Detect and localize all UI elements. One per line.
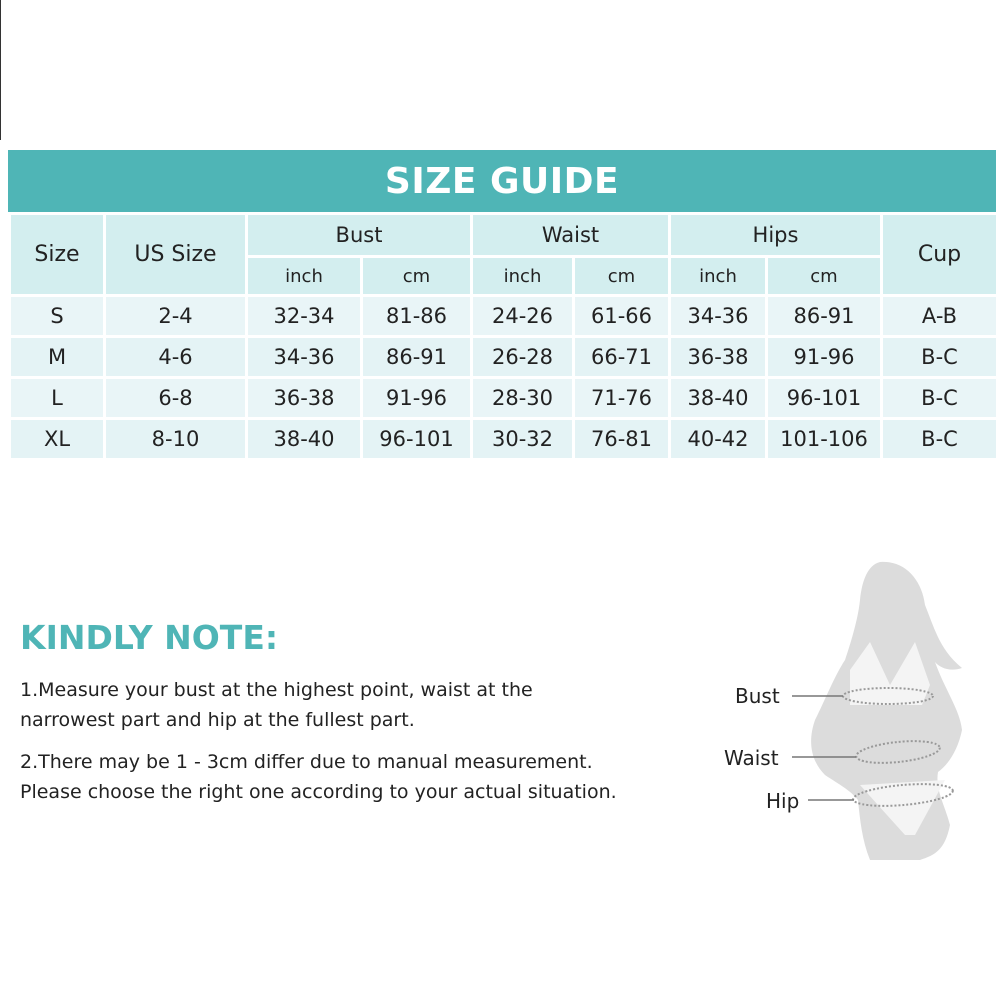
table-cell: 61-66 bbox=[574, 296, 670, 337]
table-cell: S bbox=[10, 296, 105, 337]
unit-cm: cm bbox=[362, 257, 472, 296]
table-cell: 8-10 bbox=[105, 419, 247, 460]
unit-cm: cm bbox=[767, 257, 882, 296]
table-cell: 38-40 bbox=[670, 378, 767, 419]
table-cell: 66-71 bbox=[574, 337, 670, 378]
unit-inch: inch bbox=[247, 257, 362, 296]
body-silhouette-icon bbox=[700, 550, 1000, 870]
table-row bbox=[10, 296, 998, 337]
header-cup: Cup bbox=[882, 214, 998, 296]
table-cell: XL bbox=[10, 419, 105, 460]
table-cell: A-B bbox=[882, 296, 998, 337]
table-row bbox=[10, 337, 998, 378]
table-cell: B-C bbox=[882, 378, 998, 419]
note-title: KINDLY NOTE: bbox=[20, 618, 279, 657]
table-row bbox=[10, 378, 998, 419]
table-cell: 26-28 bbox=[472, 337, 574, 378]
note-line: 2.There may be 1 - 3cm differ due to manual measurement. bbox=[20, 751, 593, 773]
left-edge-line bbox=[0, 0, 1, 140]
header-waist: Waist bbox=[472, 214, 670, 257]
table-cell: 36-38 bbox=[670, 337, 767, 378]
bust-label: Bust bbox=[735, 684, 780, 708]
table-cell: 2-4 bbox=[105, 296, 247, 337]
header-bust: Bust bbox=[247, 214, 472, 257]
table-cell: 101-106 bbox=[767, 419, 882, 460]
table-cell: 34-36 bbox=[247, 337, 362, 378]
table-cell: 30-32 bbox=[472, 419, 574, 460]
table-cell: 91-96 bbox=[362, 378, 472, 419]
table-cell: B-C bbox=[882, 419, 998, 460]
table-cell: 6-8 bbox=[105, 378, 247, 419]
note-line: 1.Measure your bust at the highest point, waist at the bbox=[20, 679, 533, 701]
unit-inch: inch bbox=[472, 257, 574, 296]
body-measurement-figure bbox=[700, 550, 1000, 870]
table-cell: 96-101 bbox=[767, 378, 882, 419]
header-us-size: US Size bbox=[105, 214, 247, 296]
hip-label: Hip bbox=[766, 789, 800, 813]
table-cell: 4-6 bbox=[105, 337, 247, 378]
table-cell: L bbox=[10, 378, 105, 419]
table-cell: 86-91 bbox=[362, 337, 472, 378]
header-row bbox=[10, 214, 998, 257]
header-size: Size bbox=[10, 214, 105, 296]
size-guide bbox=[8, 150, 996, 461]
table-cell: 81-86 bbox=[362, 296, 472, 337]
table-cell: 36-38 bbox=[247, 378, 362, 419]
table-cell: B-C bbox=[882, 337, 998, 378]
unit-cm: cm bbox=[574, 257, 670, 296]
table-cell: 86-91 bbox=[767, 296, 882, 337]
table-cell: 38-40 bbox=[247, 419, 362, 460]
table-cell: 24-26 bbox=[472, 296, 574, 337]
table-cell: 32-34 bbox=[247, 296, 362, 337]
table-cell: 91-96 bbox=[767, 337, 882, 378]
waist-label: Waist bbox=[724, 746, 779, 770]
table-cell: 96-101 bbox=[362, 419, 472, 460]
table-cell: M bbox=[10, 337, 105, 378]
unit-inch: inch bbox=[670, 257, 767, 296]
size-table bbox=[8, 212, 999, 461]
size-guide-title: SIZE GUIDE bbox=[8, 150, 996, 212]
note-line: Please choose the right one according to your actual situation. bbox=[20, 781, 617, 803]
table-cell: 28-30 bbox=[472, 378, 574, 419]
table-cell: 40-42 bbox=[670, 419, 767, 460]
header-hips: Hips bbox=[670, 214, 882, 257]
table-cell: 34-36 bbox=[670, 296, 767, 337]
table-cell: 71-76 bbox=[574, 378, 670, 419]
table-cell: 76-81 bbox=[574, 419, 670, 460]
table-row bbox=[10, 419, 998, 460]
note-item-1 bbox=[20, 675, 533, 735]
note-line: narrowest part and hip at the fullest part. bbox=[20, 709, 415, 731]
note-item-2 bbox=[20, 747, 617, 807]
